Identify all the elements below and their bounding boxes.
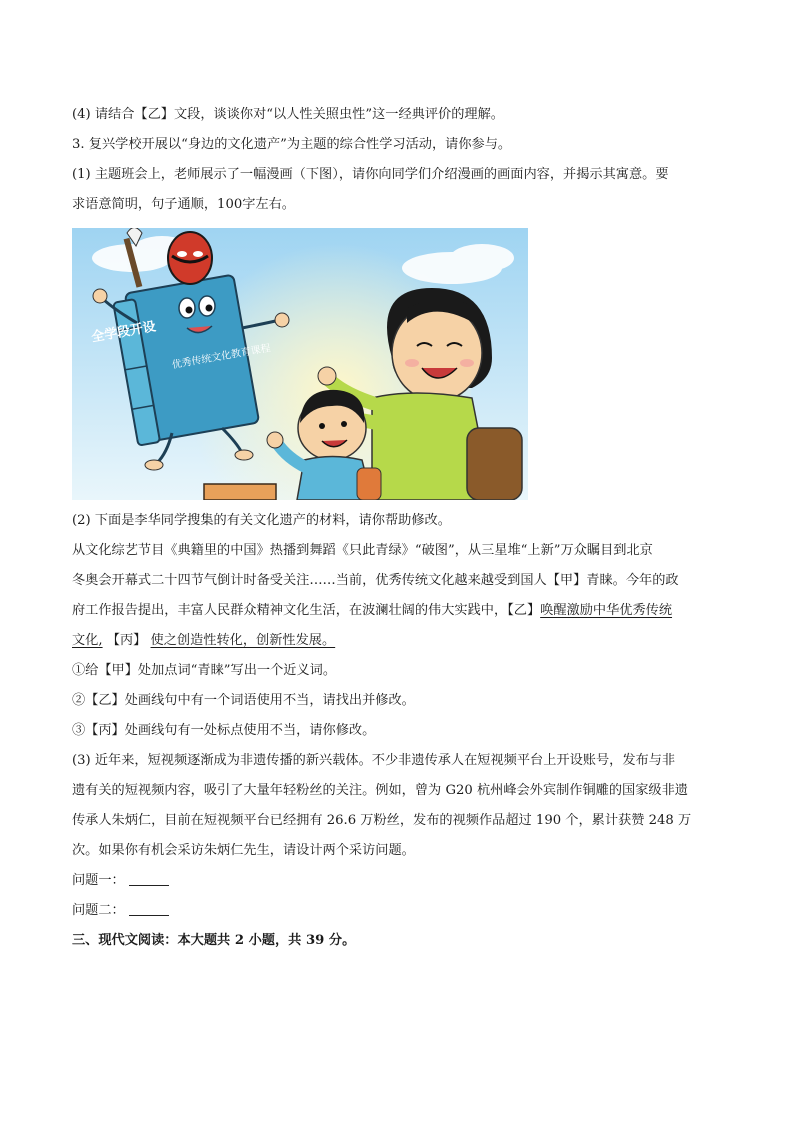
section-3-heading: 三、现代文阅读：本大题共 2 小题，共 39 分。 [72, 933, 356, 948]
answer-label-1: 问题一： [72, 873, 125, 888]
question-3-3-line-2: 遗有关的短视频内容，吸引了大量年轻粉丝的关注。例如，曾为 G20 杭州峰会外宾制作铜雕的国家级非遗 [72, 783, 688, 798]
question-3-1-line-1: (1) 主题班会上，老师展示了一幅漫画（下图），请你向同学们介绍漫画的画面内容，并揭示其寓意。要 [72, 167, 669, 182]
question-3-3-line-1: (3) 近年来，短视频逐渐成为非遗传播的新兴载体。不少非遗传承人在短视频平台上开设账号，发布与非 [72, 753, 676, 768]
question-3-3-line-4: 次。如果你有机会采访朱炳仁先生，请设计两个采访问题。 [72, 843, 415, 858]
passage-line-2: 冬奥会开幕式二十四节气倒计时备受关注……当前，优秀传统文化越来越受到国人【甲】青睐。今年的政 [72, 573, 679, 588]
question-3-3-line-3: 传承人朱炳仁，目前在短视频平台已经拥有 26.6 万粉丝，发布的视频作品超过 190 个，累计获赞 248 万 [72, 813, 692, 828]
answer-blank-1[interactable] [129, 871, 169, 886]
underlined-sentence-bing: 使之创造性转化，创新性发展。 [150, 633, 336, 648]
answer-line-2 [72, 896, 732, 926]
passage-line-3-text: 府工作报告提出，丰富人民群众精神文化生活，在波澜壮阔的伟大实践中，【乙】 [72, 603, 541, 618]
underlined-sentence-yi: 唤醒激励中华优秀传统 [540, 603, 673, 618]
question-3: 3. 复兴学校开展以“身边的文化遗产”为主题的综合性学习活动，请你参与。 [72, 137, 512, 152]
question-3-2: (2) 下面是李华同学搜集的有关文化遗产的材料，请你帮助修改。 [72, 513, 451, 528]
book-spine-label: 全学段开设 [90, 319, 158, 346]
cartoon-image [72, 228, 528, 500]
answer-line-1 [72, 866, 732, 896]
passage-line-3 [72, 596, 732, 626]
passage-line-1: 从文化综艺节目《典籍里的中国》热播到舞蹈《只此青绿》“破图”，从三星堆“上新”万众瞩目到北京 [72, 543, 653, 558]
answer-blank-2[interactable] [129, 901, 169, 916]
sub-question-2: ②【乙】处画线句中有一个词语使用不当，请找出并修改。 [72, 693, 415, 708]
book-cover-label: 优秀传统文化教育课程 [171, 342, 272, 372]
answer-label-2: 问题二： [72, 903, 125, 918]
question-3-1-line-2: 求语意简明，句子通顺，100字左右。 [72, 197, 295, 212]
document-page [72, 100, 732, 956]
question-4: (4) 请结合【乙】文段，谈谈你对“以人性关照虫性”这一经典评价的理解。 [72, 107, 504, 122]
sub-question-1: ①给【甲】处加点词“青睐”写出一个近义词。 [72, 663, 337, 678]
sub-question-3: ③【丙】处画线句有一处标点使用不当，请你修改。 [72, 723, 376, 738]
passage-line-4 [72, 626, 732, 656]
underlined-sentence-yi-end: 文化, [72, 633, 103, 648]
marker-bing: 【丙】 [106, 633, 147, 648]
